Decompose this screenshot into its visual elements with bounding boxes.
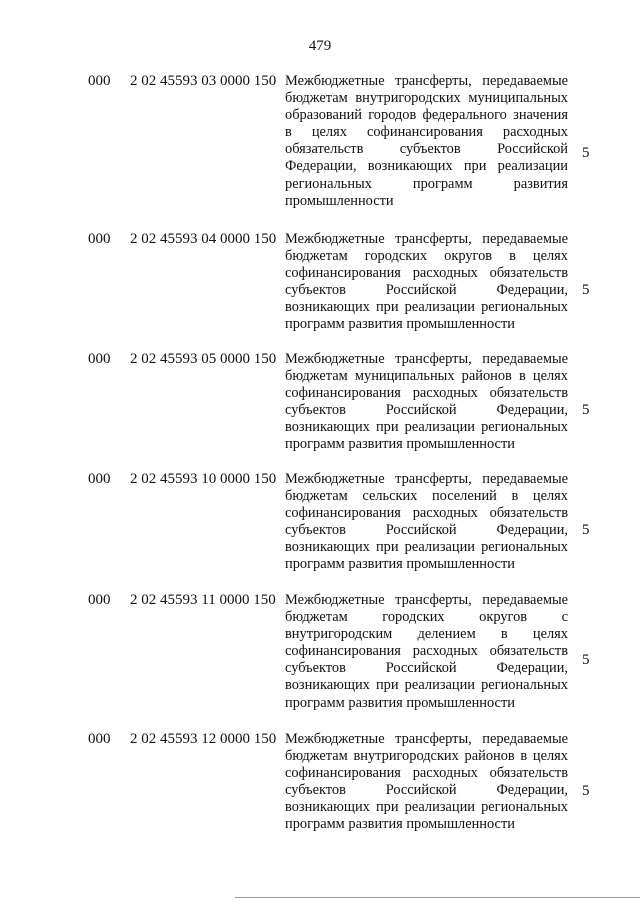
row-description: Межбюджетные трансферты, передаваемые бюджетам городских округов с внутригородским делением в целях софинансирования расходных обязательств субъектов Российской Федерации, возникающих при реализации региональных программ развития промышленности (285, 592, 568, 711)
admin-code: 000 (88, 231, 111, 247)
row-value: 5 (582, 282, 590, 298)
page-number: 479 (308, 38, 332, 54)
kbk-code: 2 02 45593 03 0000 150 (130, 73, 277, 89)
kbk-code: 2 02 45593 04 0000 150 (130, 231, 277, 247)
kbk-code: 2 02 45593 10 0000 150 (130, 471, 277, 487)
row-value: 5 (582, 522, 590, 538)
admin-code: 000 (88, 471, 111, 487)
row-description: Межбюджетные трансферты, передаваемые бюджетам городских округов в целях софинансирования расходных обязательств субъектов Российской Федерации, возникающих при реализации региональных программ развития промышленности (285, 231, 568, 333)
row-value: 5 (582, 783, 590, 799)
row-value: 5 (582, 145, 590, 161)
admin-code: 000 (88, 592, 111, 608)
kbk-code: 2 02 45593 05 0000 150 (130, 351, 277, 367)
row-value: 5 (582, 402, 590, 418)
row-description: Межбюджетные трансферты, передаваемые бюджетам внутригородских муниципальных образований городов федерального значения в целях софинансирования расходных обязательств субъектов Российской Федерации, возникающих при реализации региональных программ развития промышленности (285, 73, 568, 209)
admin-code: 000 (88, 73, 111, 89)
kbk-code: 2 02 45593 11 0000 150 (130, 592, 276, 608)
row-value: 5 (582, 652, 590, 668)
admin-code: 000 (88, 351, 111, 367)
row-description: Межбюджетные трансферты, передаваемые бюджетам внутригородских районов в целях софинансирования расходных обязательств субъектов Российской Федерации, возникающих при реализации региональных программ развития промышленности (285, 731, 568, 833)
row-description: Межбюджетные трансферты, передаваемые бюджетам сельских поселений в целях софинансирования расходных обязательств субъектов Российской Федерации, возникающих при реализации региональных программ развития промышленности (285, 471, 568, 573)
admin-code: 000 (88, 731, 111, 747)
row-description: Межбюджетные трансферты, передаваемые бюджетам муниципальных районов в целях софинансирования расходных обязательств субъектов Российской Федерации, возникающих при реализации региональных программ развития промышленности (285, 351, 568, 453)
kbk-code: 2 02 45593 12 0000 150 (130, 731, 277, 747)
scan-edge-line (235, 897, 640, 898)
